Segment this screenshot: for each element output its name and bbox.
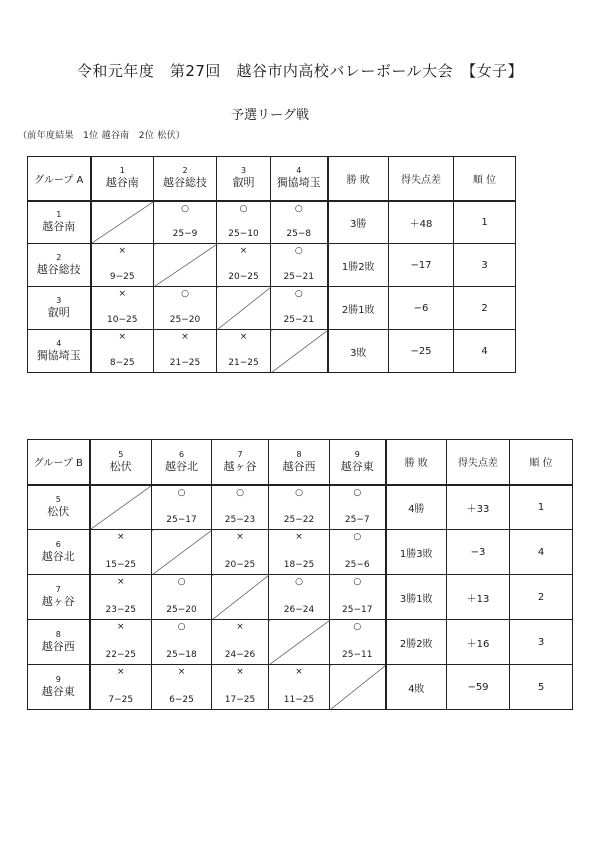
- match-score: 10−25: [107, 315, 138, 325]
- match-result-cell: [152, 485, 212, 530]
- win-mark: ○: [353, 532, 362, 542]
- stat-header: 得失点差: [389, 157, 454, 201]
- team-name: 越谷西: [282, 459, 316, 473]
- match-score: 21−25: [169, 358, 201, 368]
- match-result-cell: [330, 530, 386, 575]
- match-result-cell: [154, 330, 217, 373]
- group-label: [28, 157, 91, 201]
- diagonal-cell: [212, 575, 269, 620]
- match-score: 25−6: [344, 560, 370, 570]
- row-team-header: [28, 287, 91, 330]
- match-result-cell: [271, 201, 328, 244]
- match-score: 20−25: [228, 272, 259, 282]
- rank: 3: [510, 620, 573, 665]
- team-number: 2: [182, 166, 188, 176]
- diagonal-cell: [91, 201, 154, 244]
- loss-mark: ×: [118, 332, 127, 342]
- table-row: [28, 575, 573, 620]
- point-difference: −59: [447, 665, 510, 710]
- point-difference: −3: [447, 530, 510, 575]
- win-mark: ○: [295, 487, 303, 498]
- match-result-cell: [271, 287, 328, 330]
- page-subtitle: 予選リーグ戦: [230, 108, 309, 123]
- match-result-cell: [154, 287, 217, 330]
- column-team-header: [330, 440, 386, 485]
- win-loss-record: 3勝1敗: [386, 575, 447, 620]
- match-result-cell: [271, 244, 328, 287]
- column-team-header: [152, 440, 212, 485]
- diagonal-cell: [269, 620, 330, 665]
- table-row: [28, 330, 516, 373]
- diagonal-cell: [154, 244, 217, 287]
- row-team-header: [28, 201, 91, 244]
- stat-header: 勝 敗: [328, 157, 389, 201]
- previous-results-note: （前年度結果 1位 越谷南 2位 松伏）: [18, 131, 186, 141]
- win-loss-record: 2勝2敗: [386, 620, 447, 665]
- win-loss-record: 4勝: [386, 485, 447, 530]
- table-row: [28, 530, 573, 575]
- point-difference: ＋48: [389, 201, 454, 244]
- point-difference: ＋13: [447, 575, 510, 620]
- loss-mark: ×: [236, 622, 244, 632]
- match-result-cell: [269, 575, 330, 620]
- column-team-header: [90, 440, 152, 485]
- team-number: 5: [55, 495, 61, 505]
- match-score: 9−25: [109, 272, 135, 282]
- group-label: [28, 440, 90, 485]
- rank: 2: [454, 287, 516, 330]
- group-label-text: グループ B: [33, 458, 83, 470]
- rank: 5: [510, 665, 573, 710]
- match-result-cell: [152, 620, 212, 665]
- loss-mark: ×: [116, 622, 125, 632]
- match-score: 22−25: [105, 650, 136, 660]
- match-score: 7−25: [108, 695, 134, 705]
- match-result-cell: [212, 665, 269, 710]
- team-name: 松伏: [109, 459, 132, 473]
- win-mark: ○: [295, 577, 303, 587]
- win-loss-record: 3敗: [328, 330, 389, 373]
- team-name: 獨協埼玉: [276, 176, 321, 190]
- loss-mark: ×: [239, 246, 248, 256]
- stat-header: 勝 敗: [386, 440, 447, 485]
- match-score: 24−26: [224, 650, 256, 660]
- diagonal-cell: [271, 330, 328, 373]
- match-result-cell: [330, 620, 386, 665]
- match-score: 15−25: [105, 560, 136, 570]
- match-score: 25−21: [283, 315, 314, 325]
- win-mark: ○: [236, 487, 244, 498]
- match-score: 25−23: [224, 515, 256, 525]
- team-number: 4: [56, 339, 62, 348]
- match-result-cell: [90, 620, 152, 665]
- team-name: 越谷西: [41, 640, 75, 653]
- match-score: 11−25: [283, 695, 315, 705]
- match-result-cell: [212, 530, 269, 575]
- team-number: 5: [118, 449, 124, 459]
- loss-mark: ×: [181, 332, 189, 342]
- match-score: 23−25: [105, 605, 136, 615]
- win-mark: ○: [353, 577, 362, 587]
- match-result-cell: [269, 485, 330, 530]
- loss-mark: ×: [116, 532, 125, 542]
- team-name: 越谷総技: [36, 263, 81, 276]
- match-score: 25−8: [286, 229, 312, 239]
- rank: 1: [454, 201, 516, 244]
- match-result-cell: [217, 244, 271, 287]
- match-result-cell: [90, 530, 152, 575]
- match-result-cell: [91, 287, 154, 330]
- loss-mark: ×: [236, 532, 244, 542]
- team-number: 3: [240, 166, 247, 176]
- match-score: 6−25: [169, 695, 194, 705]
- match-score: 25−7: [344, 515, 370, 525]
- match-score: 25−10: [228, 229, 259, 239]
- match-result-cell: [154, 201, 217, 244]
- loss-mark: ×: [236, 667, 244, 677]
- team-name: 越ヶ谷: [223, 459, 257, 473]
- team-name: 叡明: [47, 306, 70, 319]
- point-difference: ＋33: [447, 485, 510, 530]
- match-score: 21−25: [228, 358, 259, 368]
- loss-mark: ×: [177, 667, 186, 677]
- match-result-cell: [152, 575, 212, 620]
- stat-header: 得失点差: [447, 440, 510, 485]
- match-result-cell: [91, 244, 154, 287]
- row-team-header: [28, 330, 91, 373]
- match-score: 8−25: [109, 358, 135, 368]
- match-score: 25−22: [283, 515, 315, 525]
- rank: 4: [454, 330, 516, 373]
- loss-mark: ×: [116, 577, 125, 587]
- win-loss-record: 1勝2敗: [328, 244, 389, 287]
- column-team-header: [217, 157, 271, 201]
- point-difference: ＋16: [447, 620, 510, 665]
- team-number: 9: [354, 449, 360, 459]
- win-mark: ○: [177, 622, 186, 632]
- match-result-cell: [269, 665, 330, 710]
- header-row: [28, 157, 516, 201]
- rank: 4: [510, 530, 573, 575]
- rank: 3: [454, 244, 516, 287]
- win-loss-record: 2勝1敗: [328, 287, 389, 330]
- loss-mark: ×: [118, 246, 127, 256]
- match-score: 25−18: [166, 650, 197, 660]
- stat-header: 順 位: [510, 440, 573, 485]
- point-difference: −6: [389, 287, 454, 330]
- table-row: [28, 485, 573, 530]
- row-team-header: [28, 530, 90, 575]
- win-mark: ○: [181, 203, 189, 214]
- page-title: 令和元年度 第27回 越谷市内高校バレーボール大会 【女子】: [76, 62, 524, 80]
- team-number: 8: [55, 630, 61, 639]
- loss-mark: ×: [239, 332, 248, 342]
- column-team-header: [212, 440, 269, 485]
- match-score: 26−24: [283, 605, 315, 615]
- column-team-header: [271, 157, 328, 201]
- team-number: 1: [119, 166, 125, 176]
- diagonal-cell: [217, 287, 271, 330]
- team-number: 4: [296, 166, 302, 176]
- point-difference: −17: [389, 244, 454, 287]
- column-team-header: [91, 157, 154, 201]
- team-number: 7: [237, 449, 243, 459]
- match-score: 18−25: [283, 560, 315, 570]
- match-score: 20−25: [224, 560, 256, 570]
- team-name: 越ヶ谷: [41, 595, 75, 608]
- team-number: 6: [178, 449, 185, 459]
- match-result-cell: [212, 620, 269, 665]
- match-result-cell: [212, 485, 269, 530]
- stat-header: 順 位: [454, 157, 516, 201]
- loss-mark: ×: [118, 289, 127, 299]
- win-mark: ○: [181, 289, 189, 299]
- table-row: [28, 620, 573, 665]
- team-name: 越谷北: [41, 550, 75, 563]
- loss-mark: ×: [295, 667, 303, 677]
- match-result-cell: [217, 330, 271, 373]
- win-loss-record: 3勝: [328, 201, 389, 244]
- team-name: 越谷南: [105, 176, 139, 190]
- match-score: 25−20: [169, 315, 201, 325]
- column-team-header: [269, 440, 330, 485]
- win-mark: ○: [239, 203, 248, 214]
- team-name: 獨協埼玉: [36, 349, 81, 362]
- match-result-cell: [91, 330, 154, 373]
- diagonal-cell: [90, 485, 152, 530]
- row-team-header: [28, 244, 91, 287]
- team-name: 越谷東: [340, 459, 374, 473]
- team-name: 松伏: [47, 505, 70, 519]
- match-result-cell: [152, 665, 212, 710]
- win-loss-record: 4敗: [386, 665, 447, 710]
- match-score: 17−25: [224, 695, 256, 705]
- team-name: 叡明: [232, 176, 255, 190]
- win-loss-record: 1勝3敗: [386, 530, 447, 575]
- win-mark: ○: [177, 577, 186, 587]
- team-name: 越谷北: [165, 459, 198, 473]
- diagonal-cell: [152, 530, 212, 575]
- rank: 1: [510, 485, 573, 530]
- header-row: [28, 440, 573, 485]
- table-row: [28, 244, 516, 287]
- table-row: [28, 287, 516, 330]
- match-result-cell: [330, 485, 386, 530]
- column-team-header: [154, 157, 217, 201]
- win-mark: ○: [294, 289, 303, 299]
- win-mark: ○: [294, 246, 303, 256]
- team-number: 7: [55, 585, 61, 594]
- match-result-cell: [217, 201, 271, 244]
- match-result-cell: [90, 665, 152, 710]
- match-result-cell: [330, 575, 386, 620]
- team-number: 2: [56, 253, 62, 262]
- team-number: 3: [56, 296, 62, 305]
- table-row: [28, 201, 516, 244]
- win-mark: ○: [353, 622, 362, 632]
- table-row: [28, 665, 573, 710]
- row-team-header: [28, 485, 90, 530]
- win-mark: ○: [294, 203, 303, 214]
- win-mark: ○: [177, 487, 186, 498]
- row-team-header: [28, 665, 90, 710]
- team-name: 越谷総技: [163, 176, 207, 190]
- win-mark: ○: [353, 487, 362, 498]
- row-team-header: [28, 575, 90, 620]
- rank: 2: [510, 575, 573, 620]
- loss-mark: ×: [116, 667, 125, 677]
- team-name: 越谷南: [42, 220, 76, 234]
- diagonal-cell: [330, 665, 386, 710]
- point-difference: −25: [389, 330, 454, 373]
- row-team-header: [28, 620, 90, 665]
- match-score: 25−21: [283, 272, 314, 282]
- match-score: 25−17: [342, 605, 373, 615]
- team-number: 9: [55, 675, 61, 684]
- match-score: 25−11: [342, 650, 373, 660]
- match-score: 25−20: [166, 605, 197, 615]
- team-number: 8: [296, 449, 302, 459]
- match-score: 25−17: [166, 515, 197, 525]
- group-a-table: [27, 156, 516, 373]
- group-b-table: [27, 439, 573, 710]
- match-result-cell: [90, 575, 152, 620]
- match-score: 25−9: [172, 229, 198, 239]
- loss-mark: ×: [295, 532, 303, 542]
- team-number: 6: [55, 540, 61, 549]
- group-label-text: グループ A: [34, 174, 84, 186]
- match-result-cell: [269, 530, 330, 575]
- team-name: 越谷東: [41, 685, 75, 698]
- team-number: 1: [56, 210, 62, 220]
